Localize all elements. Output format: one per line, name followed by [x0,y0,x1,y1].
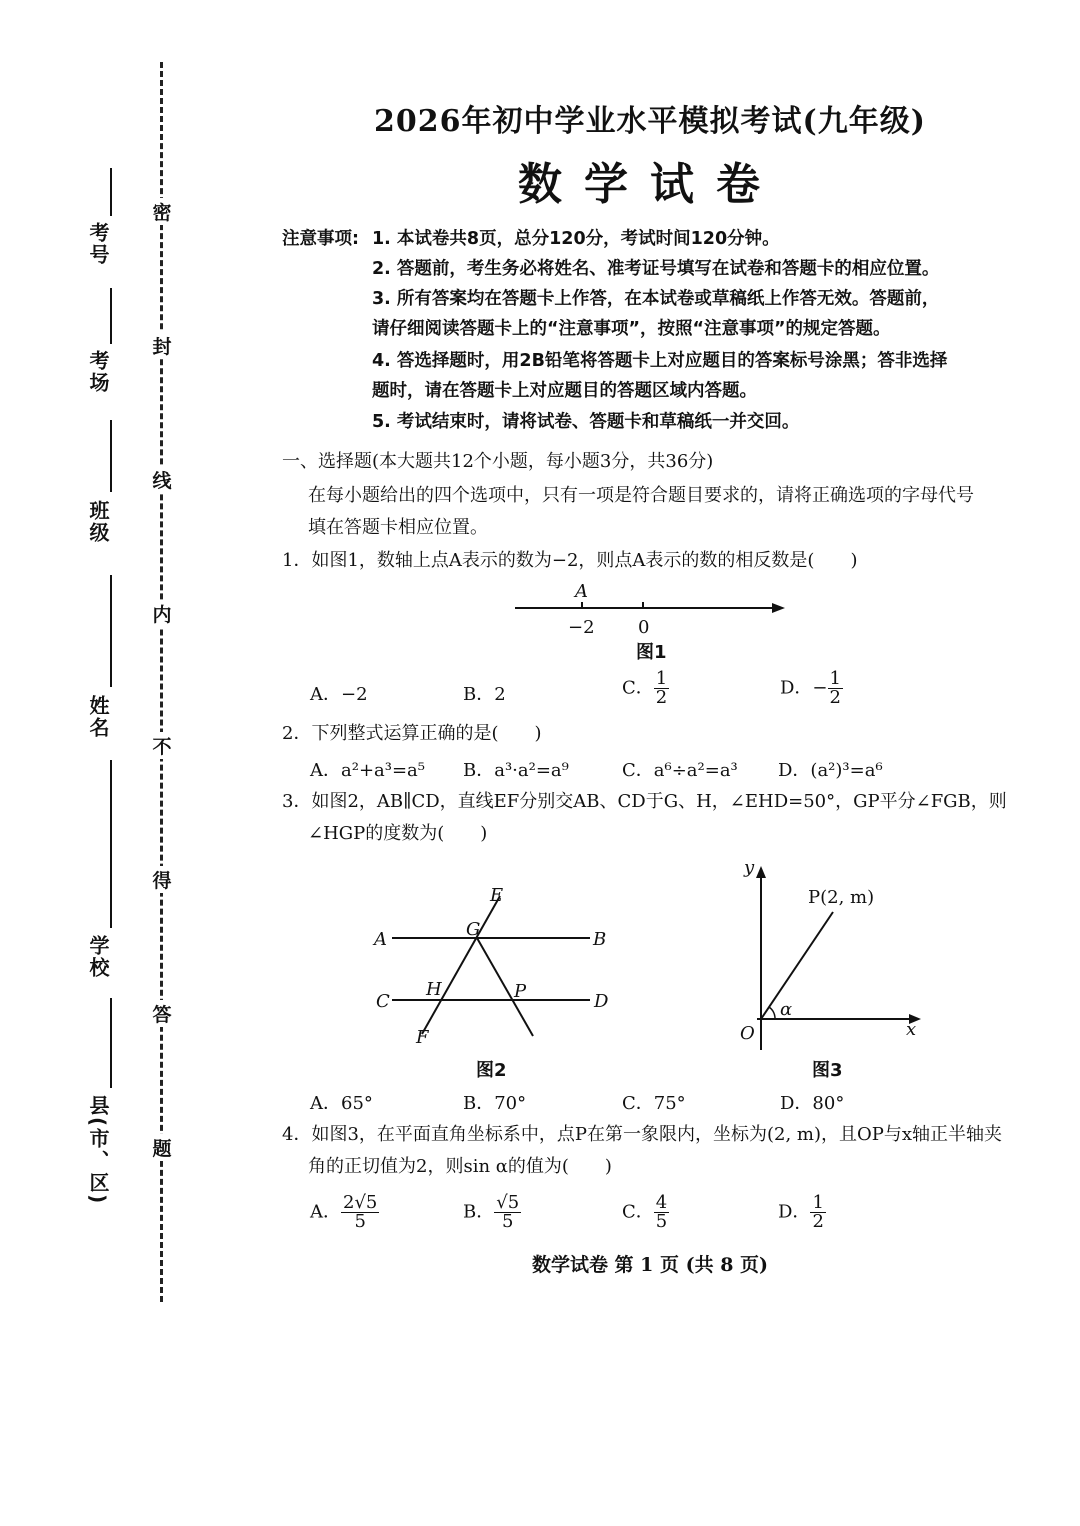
exam-title: 2026年初中学业水平模拟考试(九年级) [374,104,926,139]
numerator: 4 [655,1192,668,1213]
q2-option-d: D．(a²)³=a⁶ [778,760,883,781]
ray-op [761,912,833,1019]
q3-option-b: B．70° [463,1093,527,1114]
fraction [654,670,669,707]
fig1-point-label: A [575,581,588,602]
note-item: 1. 本试卷共8页，总分120分，考试时间120分钟。 [372,229,780,249]
field-school: 学校 [86,935,110,979]
fig2-label-h: H [426,979,442,1000]
field-exam-number: 考号 [86,222,110,266]
seal-char: 封 [150,332,174,359]
seal-char: 密 [150,198,174,225]
note-item: 请仔细阅读答题卡上的“注意事项”，按照“注意事项”的规定答题。 [372,319,891,339]
line-ef [422,896,500,1034]
q4-option-a-prefix: A． [310,1201,341,1223]
seal-char: 答 [150,1000,174,1027]
fig3-y-label: y [744,857,755,878]
fig3-origin-label: O [740,1023,755,1044]
q4-option-d-prefix: D． [778,1201,811,1223]
q2-option-b: B．a³·a²=a⁹ [463,760,569,781]
fig2-label-b: B [593,929,607,950]
q2-option-a: A．a²+a³=a⁵ [310,760,426,781]
q1-option-d-prefix: D．− [780,677,828,699]
section-instruction: 在每小题给出的四个选项中，只有一项是符合题目要求的，请将正确选项的字母代号 [308,485,974,506]
denominator: 2 [829,687,841,708]
q4-option-c [622,1194,669,1231]
page-footer: 数学试卷 第 1 页 (共 8 页) [531,1254,769,1276]
fig2-label-p: P [514,981,527,1002]
q4-option-b-prefix: B． [463,1201,495,1223]
fig2-label-d: D [594,991,609,1012]
fig2-label-e: E [490,885,504,906]
fraction [810,1194,825,1231]
field-school-line [110,760,112,928]
field-county: 县(市、区) [86,1095,110,1206]
seal-char: 内 [150,600,174,627]
field-exam-number-line [110,168,112,216]
angle-arc [769,1007,775,1019]
q2-stem: 2．下列整式运算正确的是( ) [282,723,542,744]
fraction [828,670,843,707]
y-axis-arrow [756,866,766,878]
seal-char: 线 [150,466,174,493]
denominator: 5 [354,1211,366,1232]
seal-line [160,62,163,1302]
fig2-label-c: C [376,991,390,1012]
q1-option-c [622,670,669,707]
fraction [341,1194,379,1231]
numerator: 1 [812,1192,824,1213]
fig3-x-label: x [906,1019,917,1040]
note-item: 题时，请在答题卡上对应题目的答题区域内答题。 [372,381,757,401]
fraction [494,1194,521,1231]
fig2-label-a: A [374,929,387,950]
q4-stem: 角的正切值为2，则sin α的值为( ) [308,1156,612,1177]
number-line-arrow [772,603,785,613]
q1-option-c-prefix: C． [622,677,654,699]
fig3-point-label: P(2, m) [808,887,875,908]
field-name-line [110,575,112,687]
fraction [654,1194,669,1231]
q3-option-a: A．65° [310,1093,373,1114]
q2-option-c: C．a⁶÷a²=a³ [622,760,738,781]
field-exam-room: 考场 [86,350,110,394]
q3-option-c: C．75° [622,1093,686,1114]
q1-stem: 1．如图1，数轴上点A表示的数为−2，则点A表示的数的相反数是( ) [282,550,858,571]
numerator: √5 [496,1192,520,1213]
q4-option-c-prefix: C． [622,1201,654,1223]
seal-char: 题 [150,1134,174,1161]
field-name: 姓名 [86,695,110,739]
notes-label: 注意事项: [282,229,359,249]
note-item: 4. 答选择题时，用2B铅笔将答题卡上对应题目的答案标号涂黑；答非选择 [372,351,948,371]
field-class: 班级 [86,500,110,544]
q4-option-d [778,1194,826,1231]
fig2-caption: 图2 [476,1060,507,1081]
denominator: 2 [812,1211,824,1232]
q1-option-b: B．2 [463,684,506,705]
fig1-tick-neg: −2 [568,617,595,638]
denominator: 5 [501,1211,514,1232]
q3-stem: ∠HGP的度数为( ) [308,823,488,844]
denominator: 5 [655,1211,668,1232]
q4-option-a [310,1194,379,1231]
q4-stem: 4．如图3，在平面直角坐标系中，点P在第一象限内，坐标为(2, m)，且OP与x轴正半轴夹 [282,1124,1003,1145]
fig2-label-f: F [416,1027,429,1048]
numerator: 1 [829,668,841,689]
numerator: 2√5 [343,1192,378,1213]
field-class-line [110,420,112,492]
fig3-caption: 图3 [812,1060,843,1081]
q1-option-d [780,670,843,707]
section-heading: 一、选择题(本大题共12个小题，每小题3分，共36分) [282,451,714,472]
note-item: 5. 考试结束时，请将试卷、答题卡和草稿纸一并交回。 [372,412,800,432]
field-exam-room-line [110,288,112,344]
q1-option-a: A．−2 [310,684,368,705]
denominator: 2 [655,687,668,708]
fig1-caption: 图1 [636,642,667,663]
fig2-label-g: G [466,919,481,940]
fig3-angle-label: α [780,999,793,1020]
note-item: 2. 答题前，考生务必将姓名、准考证号填写在试卷和答题卡的相应位置。 [372,259,940,279]
q3-option-d: D．80° [780,1093,845,1114]
seal-char: 不 [150,732,174,759]
fig1-tick-zero: 0 [638,617,650,638]
q3-stem: 3．如图2，AB∥CD，直线EF分别交AB、CD于G、H，∠EHD=50°，GP平分∠FGB，则 [282,791,1007,812]
field-county-line [110,998,112,1088]
note-item: 3. 所有答案均在答题卡上作答，在本试卷或草稿纸上作答无效。答题前， [372,289,940,309]
numerator: 1 [655,668,668,689]
seal-char: 得 [150,866,174,893]
section-instruction: 填在答题卡相应位置。 [308,517,488,538]
q4-option-b [463,1194,521,1231]
subject-title: 数学试卷 [518,159,782,210]
